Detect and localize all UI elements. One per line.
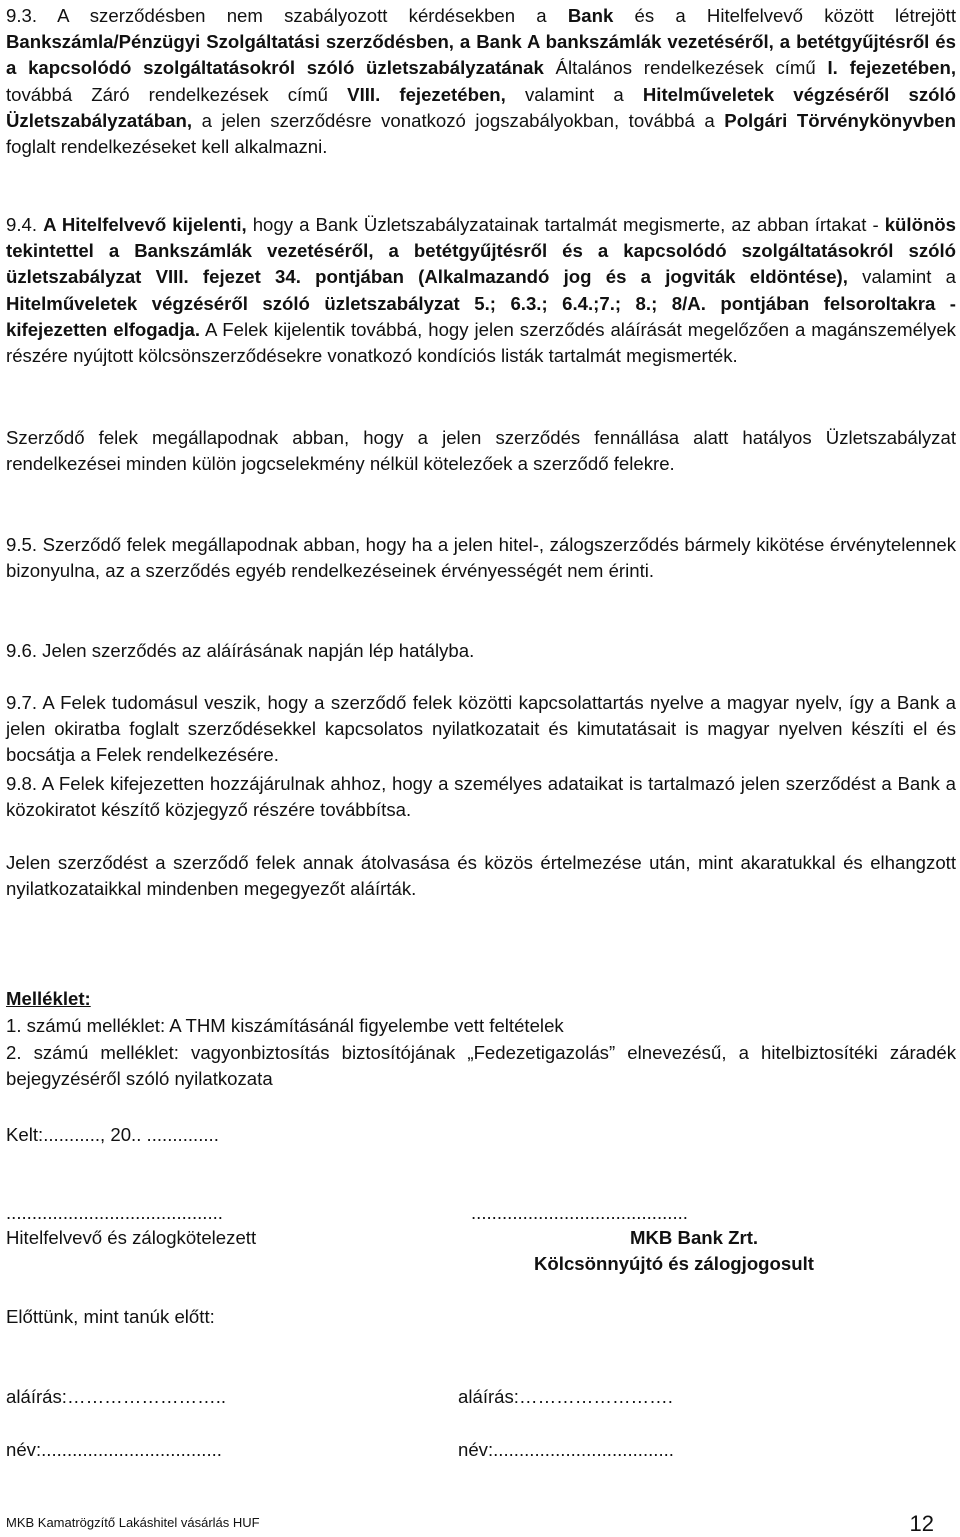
paragraph-9-3: 9.3. A szerződésben nem szabályozott kérdésekben a Bank és a Hitelfelvevő között létrejött Bankszámla/Pénzügyi Szolgáltatási szerződésben, a Bank A bankszámlák vezetéséről, a betétgyűjtésről és a kapcsolódó szolgáltatásokról szóló üzletszabályzatának Általános rendelkezések című I. fejezetében, továbbá Záró rendelkezések című VIII. fejezetében, valamint a Hitelműveletek végzéséről szóló Üzletszabályzatában, a jelen szerződésre vonatkozó jogszabályokban, továbbá a Polgári Törvénykönyvben foglalt rendelkezéseket kell alkalmazni. <box>6 5 957 158</box>
paragraph-9-6: 9.6. Jelen szerződés az aláírásának napján lép hatályba. <box>6 640 475 661</box>
signature-line-right: .......................................... <box>471 1202 688 1223</box>
signature-label-bank: MKB Bank Zrt. <box>630 1227 759 1248</box>
signature-label-borrower: Hitelfelvevő és zálogkötelezett <box>6 1227 257 1248</box>
melleklet-heading: Melléklet: <box>6 988 91 1009</box>
paragraph-9-8: 9.8. A Felek kifejezetten hozzájárulnak ahhoz, hogy a személyes adataikat is tartalmazó jelen szerződést a Bank a közokiratot készítő közjegyző részére továbbítsa. <box>6 773 956 821</box>
witness-intro: Előttünk, mint tanúk előtt: <box>6 1306 215 1327</box>
signature-label-lender: Kölcsönnyújtó és zálogjogosult <box>534 1253 814 1274</box>
paragraph-9-7: 9.7. A Felek tudomásul veszik, hogy a szerződő felek közötti kapcsolattartás nyelve a magyar nyelv, így a Bank a jelen okiratba foglalt szerződésekkel kapcsolatos nyilatkozatait és kimutatásait is magyar nyelven készíti el és bocsátja a Felek rendelkezésére. <box>6 692 956 766</box>
melleklet-item-1: 1. számú melléklet: A THM kiszámításánál figyelembe vett feltételek <box>6 1015 564 1036</box>
paragraph-szerzodo-felek: Szerződő felek megállapodnak abban, hogy a jelen szerződés fennállása alatt hatályos Üzletszabályzat rendelkezései minden külön jogcselekmény nélkül kötelezőek a szerződő felekre. <box>6 427 956 475</box>
melleklet-item-2: 2. számú melléklet: vagyonbiztosítás biztosítójának „Fedezetigazolás” elnevezésű, a hitelbiztosítéki záradék bejegyzéséről szóló nyilatkozata <box>6 1042 956 1090</box>
paragraph-jelen-szerzodest: Jelen szerződést a szerződő felek annak átolvasása és közös értelmezése után, mint akaratukkal és elhangzott nyilatkozataikkal mindenben megegyezőt aláírták. <box>6 852 956 900</box>
paragraph-9-4: 9.4. A Hitelfelvevő kijelenti, hogy a Bank Üzletszabályzatainak tartalmát megismerte, az abban írtakat - különös tekintettel a Bankszámlák vezetéséről, a betétgyűjtésről és a kapcsolódó szolgáltatásokról szóló üzletszabályzat VIII. fejezet 34. pontjában (Alkalmazandó jog és a jogviták eldöntése), valamint a Hitelműveletek végzéséről szóló üzletszabályzat 5.; 6.3.; 6.4.;7.; 8.; 8/A. pontjában felsoroltakra - kifejezetten elfogadja. A Felek kijelentik továbbá, hogy jelen szerződés aláírását megelőzően a magánszemélyek részére nyújtott kölcsönszerződésekre vonatkozó kondíciós listák tartalmát megismerték. <box>6 214 956 367</box>
witness-name-left: név:................................... <box>6 1439 222 1460</box>
footer-document-name: MKB Kamatrögzítő Lakáshitel vásárlás HUF <box>6 1515 260 1530</box>
page-number: 12 <box>909 1511 934 1536</box>
witness-name-right: név:................................... <box>458 1439 674 1460</box>
witness-signature-right: aláírás:……………………. <box>458 1386 673 1407</box>
kelt-line: Kelt:..........., 20.. .............. <box>6 1124 219 1145</box>
witness-signature-left: aláírás:…………………….. <box>6 1386 227 1407</box>
paragraph-9-5: 9.5. Szerződő felek megállapodnak abban, hogy ha a jelen hitel-, zálogszerződés bármely kikötése érvénytelennek bizonyulna, az a szerződés egyéb rendelkezéseinek érvényességét nem érinti. <box>6 534 956 582</box>
signature-line-left: .......................................... <box>6 1202 223 1223</box>
